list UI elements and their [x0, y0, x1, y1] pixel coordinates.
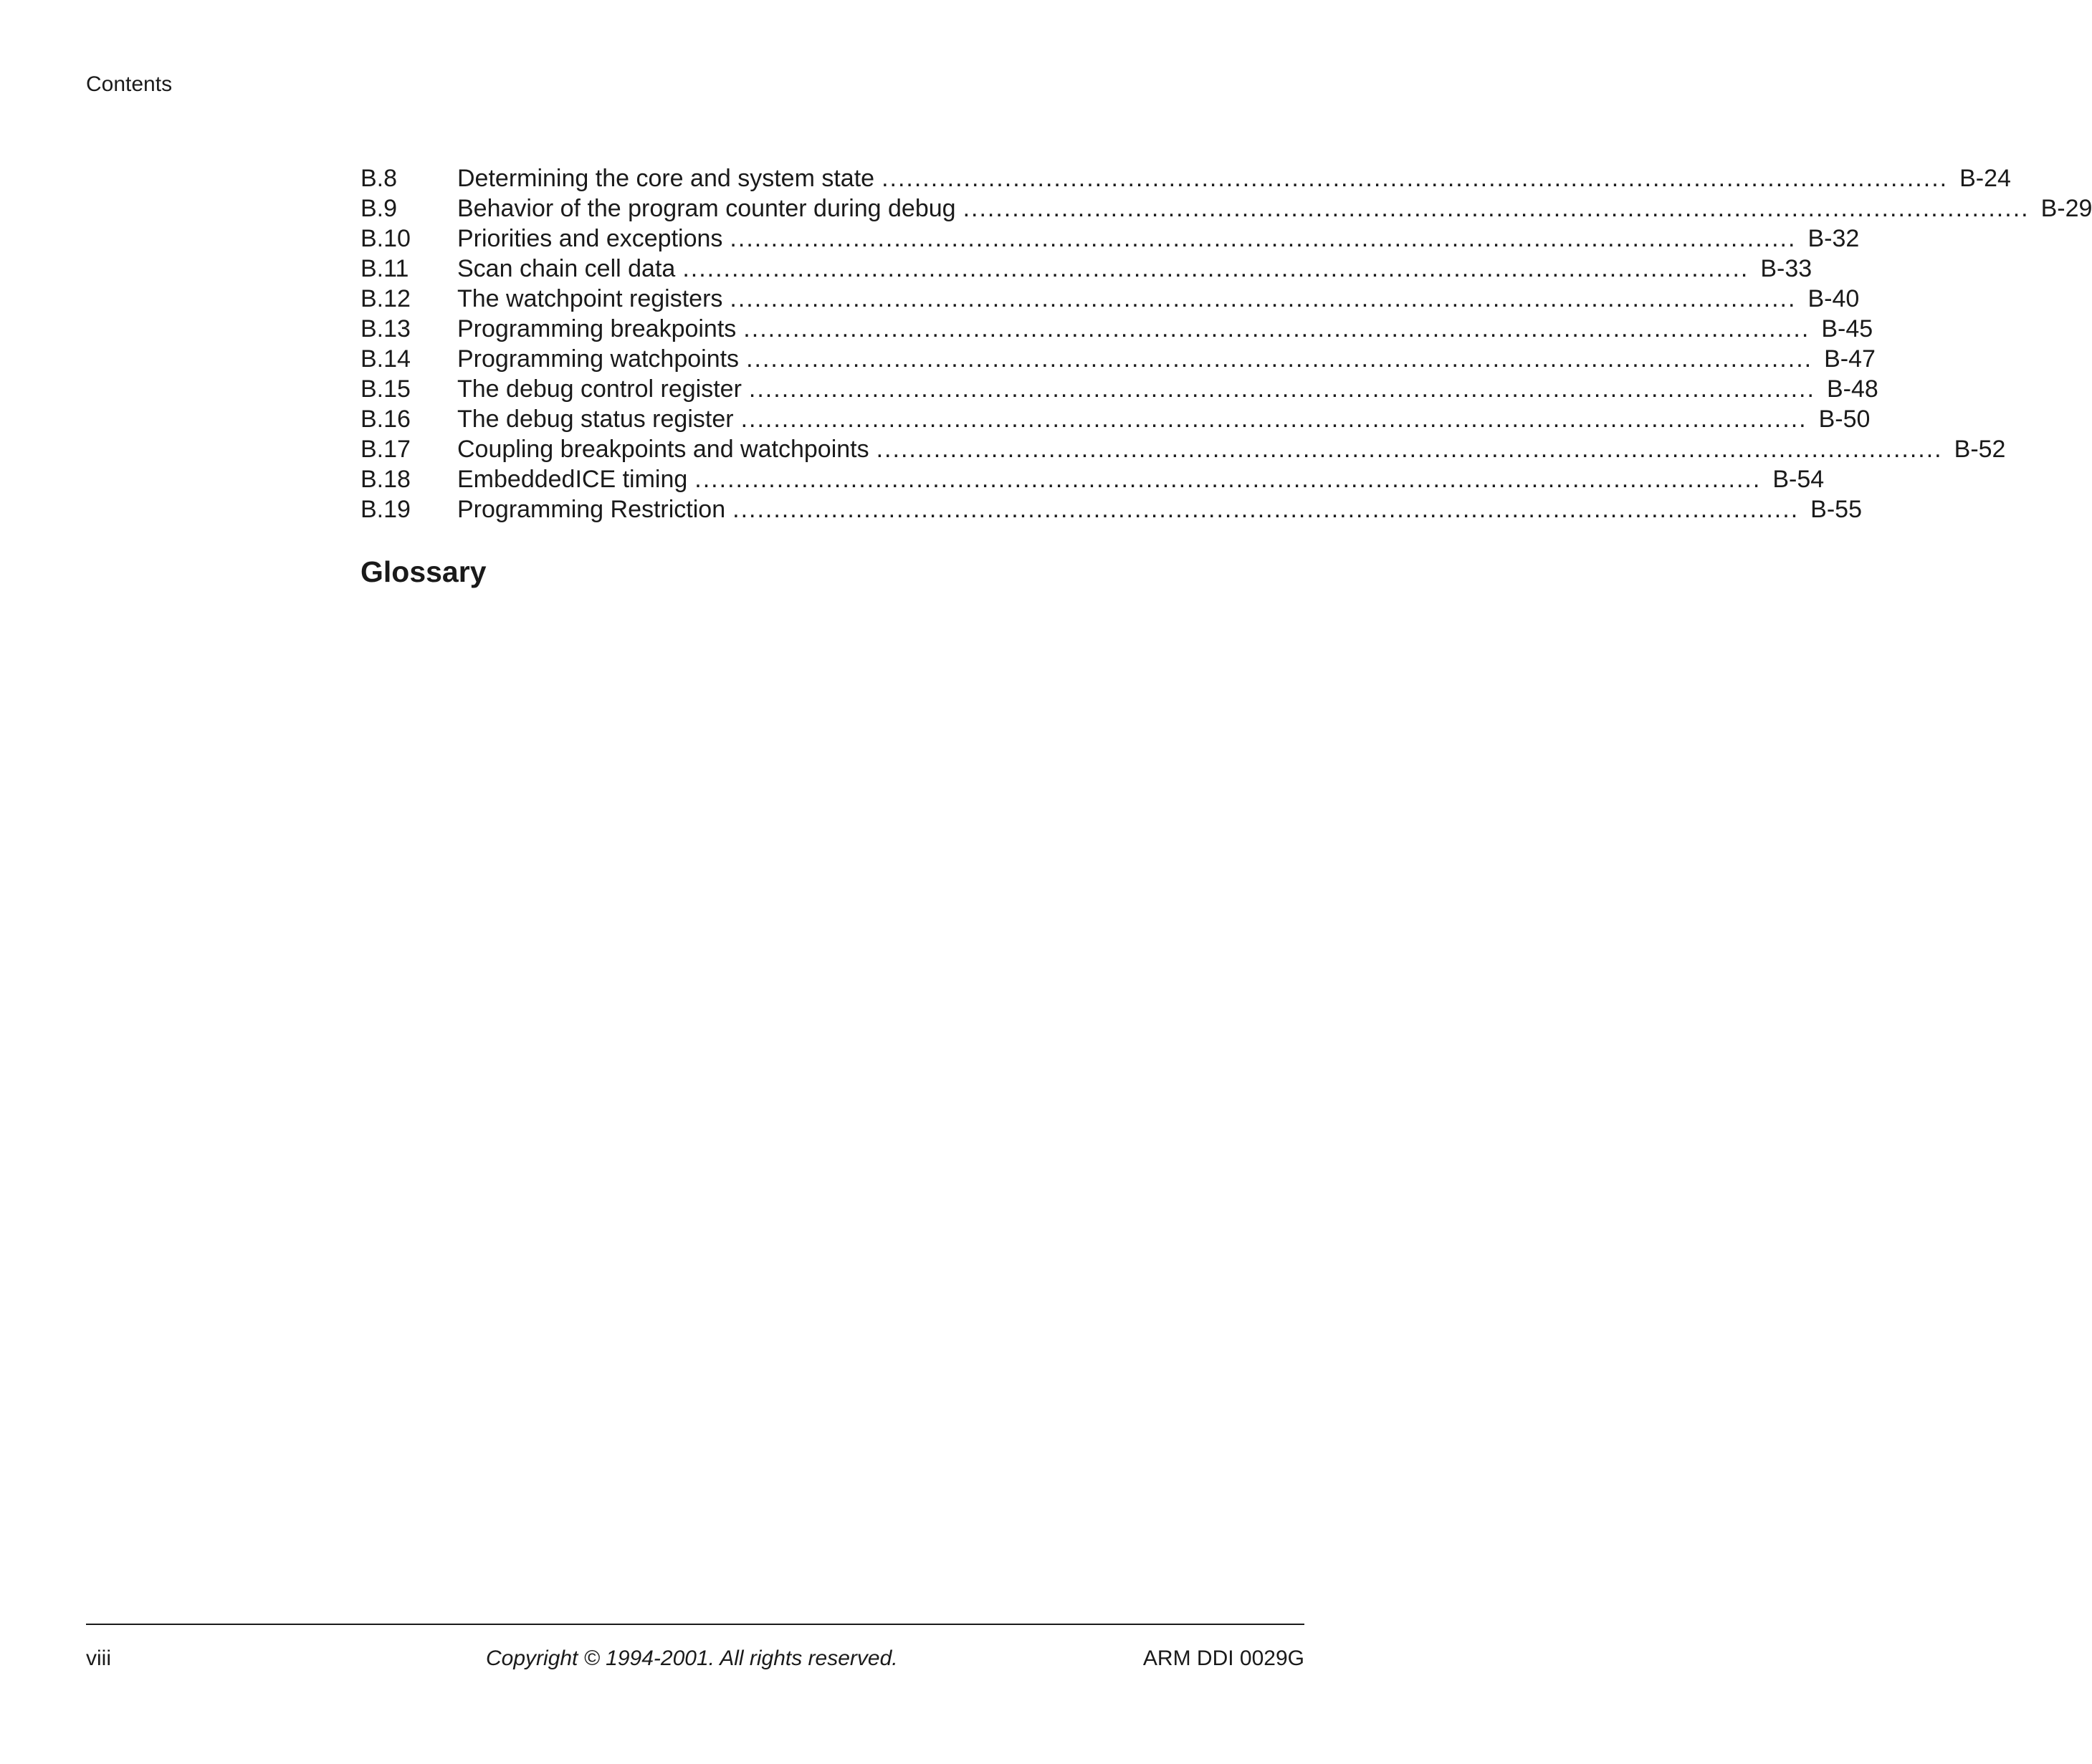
toc-entry-number: B.11 — [360, 255, 409, 282]
toc-entry-number: B.8 — [360, 165, 398, 192]
dot-leader: .................................................................................................................................. — [730, 285, 1797, 312]
dot-leader: .................................................................................................................................. — [876, 436, 1943, 463]
dot-leader: .................................................................................................................................. — [740, 406, 1807, 433]
toc-entry-page: B-33 — [1760, 255, 1812, 282]
footer-divider — [86, 1624, 1304, 1625]
toc-entry-number: B.13 — [360, 315, 411, 342]
dot-leader: .................................................................................................................................. — [882, 165, 1949, 192]
toc-entry[interactable] — [360, 344, 1876, 374]
table-of-contents — [360, 163, 2092, 524]
toc-entry-title: Programming watchpoints — [457, 345, 740, 373]
page-number: viii — [86, 1646, 111, 1670]
toc-entry-number: B.12 — [360, 285, 411, 312]
toc-entry[interactable] — [360, 284, 1860, 314]
toc-entry-number: B.19 — [360, 496, 411, 523]
toc-entry-page: B-40 — [1807, 285, 1860, 312]
toc-entry-page: B-52 — [1954, 436, 2006, 463]
toc-entry[interactable] — [360, 314, 1873, 344]
dot-leader: .................................................................................................................................. — [743, 315, 1810, 342]
dot-leader: .................................................................................................................................. — [746, 345, 1813, 373]
toc-entry[interactable] — [360, 434, 2006, 464]
toc-entry-title: Determining the core and system state — [457, 165, 875, 192]
toc-entry-page: B-24 — [1959, 165, 2011, 192]
dot-leader: .................................................................................................................................. — [748, 375, 1815, 403]
dot-leader: .................................................................................................................................. — [963, 195, 2030, 222]
toc-entry[interactable] — [360, 163, 2011, 193]
toc-entry[interactable] — [360, 494, 1862, 524]
toc-entry[interactable] — [360, 464, 1825, 494]
toc-entry-title: Programming Restriction — [457, 496, 726, 523]
toc-entry[interactable] — [360, 254, 1812, 284]
dot-leader: .................................................................................................................................. — [732, 496, 1800, 523]
toc-entry[interactable] — [360, 404, 1871, 434]
toc-entry-number: B.10 — [360, 225, 411, 252]
toc-entry-page: B-50 — [1818, 406, 1871, 433]
toc-entry-number: B.17 — [360, 436, 411, 463]
running-header: Contents — [86, 72, 173, 96]
toc-entry-title: Scan chain cell data — [457, 255, 676, 282]
toc-entry-title: Behavior of the program counter during debug — [457, 195, 956, 222]
toc-entry-page: B-29 — [2040, 195, 2092, 222]
toc-entry-title: Coupling breakpoints and watchpoints — [457, 436, 869, 463]
toc-entry-title: EmbeddedICE timing — [457, 466, 688, 493]
toc-entry[interactable] — [360, 224, 1860, 254]
toc-entry-title: Programming breakpoints — [457, 315, 737, 342]
toc-entry-title: Priorities and exceptions — [457, 225, 723, 252]
dot-leader: .................................................................................................................................. — [682, 255, 1749, 282]
toc-entry-page: B-48 — [1826, 375, 1878, 403]
document-id: ARM DDI 0029G — [1142, 1646, 1304, 1670]
toc-entry-page: B-55 — [1810, 496, 1862, 523]
toc-entry-number: B.15 — [360, 375, 411, 403]
toc-entry-title: The debug control register — [457, 375, 742, 403]
dot-leader: .................................................................................................................................. — [694, 466, 1762, 493]
toc-entry-number: B.16 — [360, 406, 411, 433]
toc-entry-title: The debug status register — [457, 406, 734, 433]
toc-entry-page: B-47 — [1824, 345, 1876, 373]
toc-entry-page: B-45 — [1821, 315, 1873, 342]
toc-entry[interactable] — [360, 374, 1878, 404]
toc-entry-number: B.9 — [360, 195, 398, 222]
toc-entry-number: B.18 — [360, 466, 411, 493]
dot-leader: .................................................................................................................................. — [730, 225, 1797, 252]
toc-entry[interactable] — [360, 193, 2092, 224]
toc-entry-number: B.14 — [360, 345, 411, 373]
glossary-heading[interactable]: Glossary — [360, 555, 487, 588]
copyright-notice: Copyright © 1994-2001. All rights reserved. — [486, 1646, 898, 1670]
toc-entry-page: B-54 — [1772, 466, 1825, 493]
toc-entry-title: The watchpoint registers — [457, 285, 723, 312]
toc-entry-page: B-32 — [1807, 225, 1860, 252]
